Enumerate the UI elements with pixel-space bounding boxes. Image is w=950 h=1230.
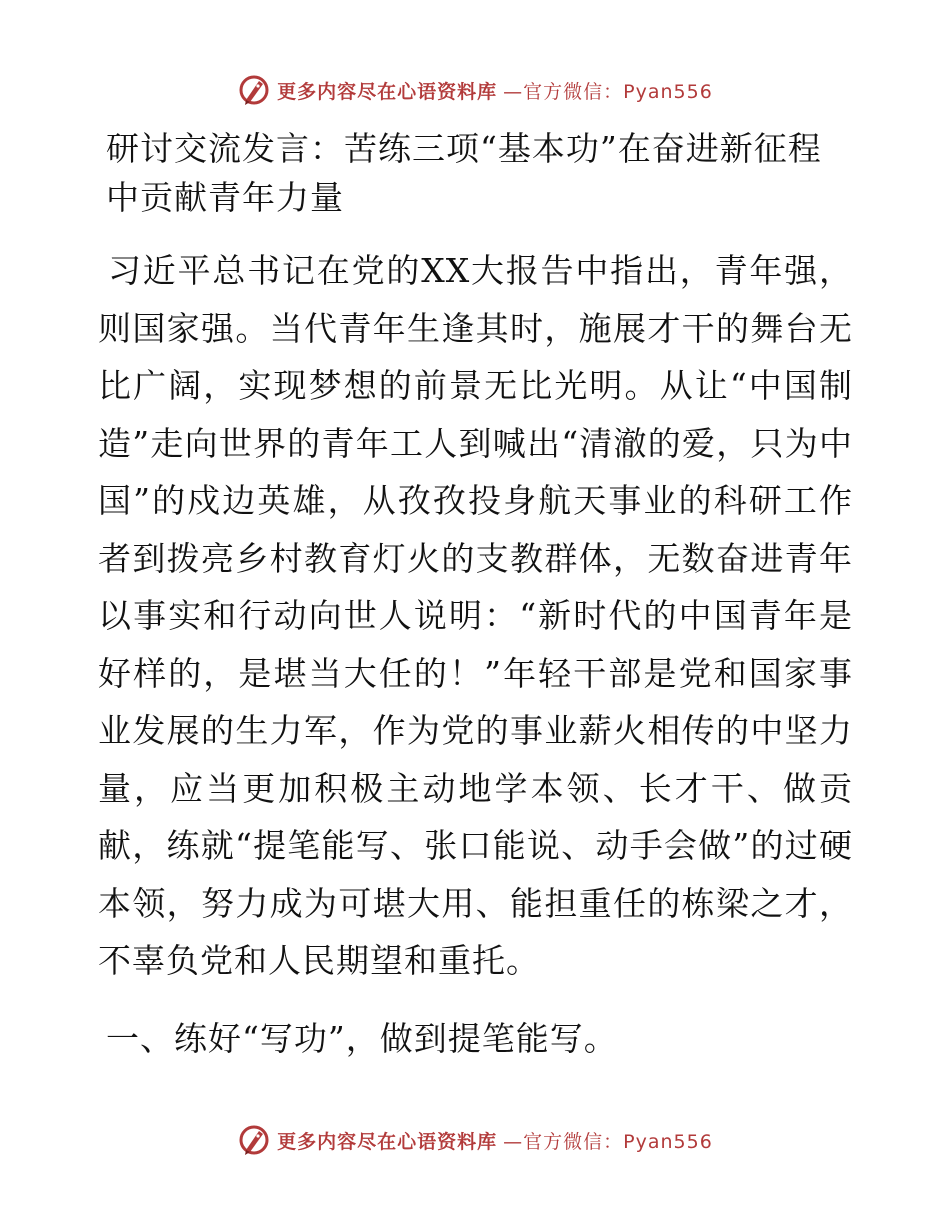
pen-nib-logo-icon	[237, 1123, 271, 1157]
document-body	[98, 124, 853, 1067]
pen-nib-logo-icon	[237, 73, 271, 107]
document-title: 研讨交流发言：苦练三项“基本功”在奋进新征程中贡献青年力量	[106, 129, 822, 217]
body-paragraph: 习近平总书记在党的XX大报告中指出，青年强，则国家强。当代青年生逢其时，施展才干的舞台无比广阔，实现梦想的前景无比光明。从让“中国制造”走向世界的青年工人到喊出“清澈的爱，只为中国”的戍边英雄，从孜孜投身航天事业的科研工作者到拨亮乡村教育灯火的支教群体，无数奋进青年以事实和行动向世人说明：“新时代的中国青年是好样的，是堪当大任的！”年轻干部是党和国家事业发展的生力军，作为党的事业薪火相传的中坚力量，应当更加积极主动地学本领、长才干、做贡献，练就“提笔能写、张口能说、动手会做”的过硬本领，努力成为可堪大用、能担重任的栋梁之才，不辜负党和人民期望和重托。	[98, 251, 853, 980]
footer-banner	[0, 1120, 950, 1160]
banner-site-text: 更多内容尽在心语资料库	[277, 1130, 498, 1153]
banner-wechat-text: —官方微信：Pyan556	[503, 80, 713, 103]
banner-wechat-text: —官方微信：Pyan556	[503, 1130, 713, 1153]
section-heading: 一、练好“写功”，做到提笔能写。	[106, 1018, 618, 1058]
banner-site-text: 更多内容尽在心语资料库	[277, 80, 498, 103]
header-banner	[0, 70, 950, 110]
